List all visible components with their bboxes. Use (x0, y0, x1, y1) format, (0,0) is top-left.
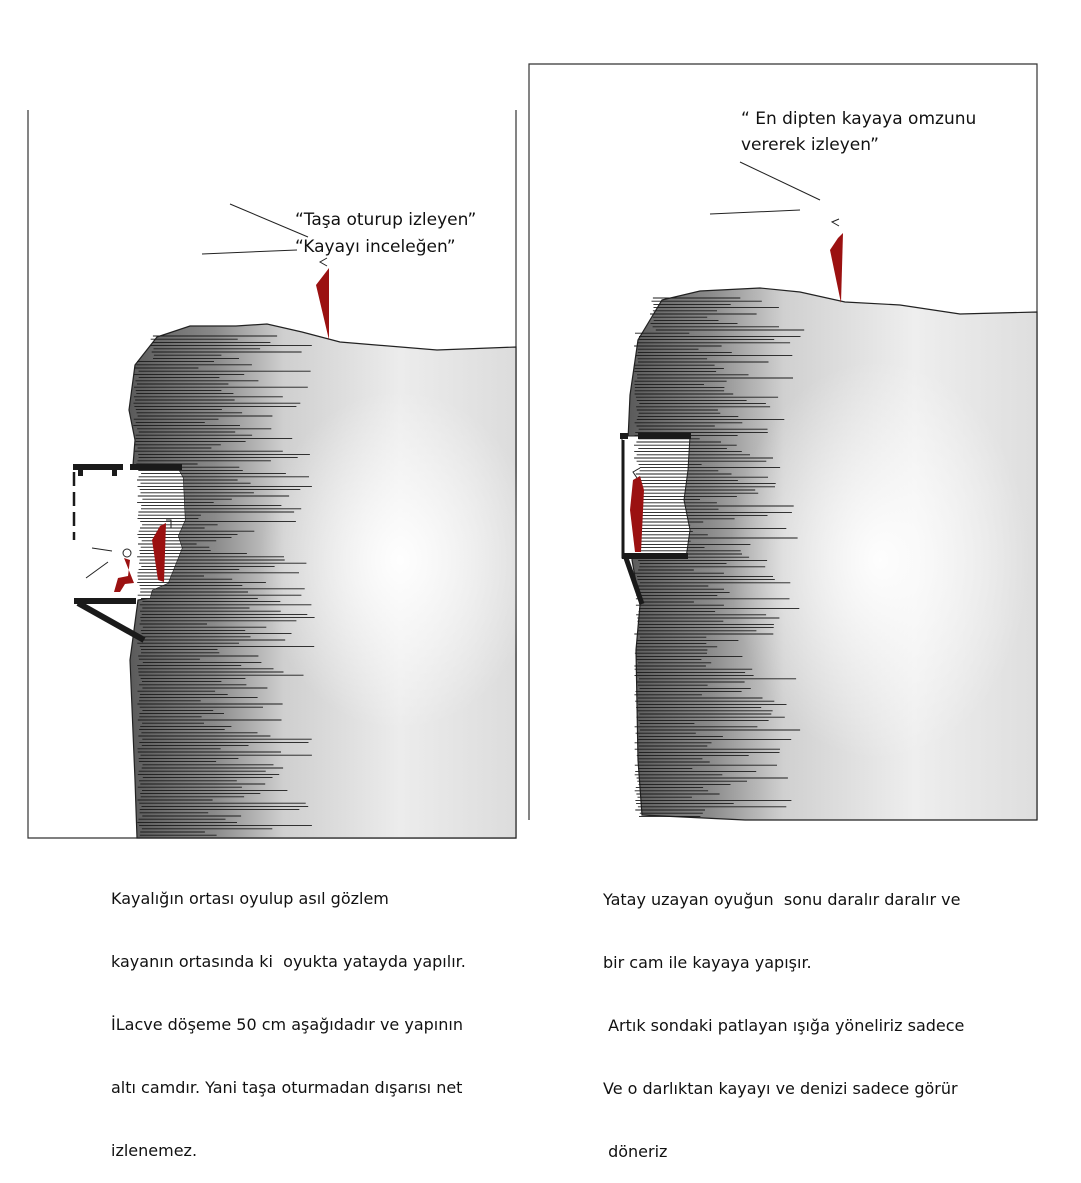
right-caption-line: döneriz (603, 1142, 668, 1161)
quote-leaning-line-1: “ En dipten kayaya omzunu (741, 109, 977, 129)
left-caption-line: kayanın ortasında ki oyukta yatayda yapılır. (111, 952, 466, 971)
top-figure-right (830, 219, 843, 303)
right-caption-line: Ve o darlıktan kayayı ve denizi sadece görür (603, 1079, 958, 1098)
right-caption-line: Artık sondaki patlayan ışığa yöneliriz sadece (603, 1016, 965, 1035)
quote-leaning-line-2: vererek izleyen” (741, 135, 879, 155)
left-light-burst (260, 390, 540, 730)
right-caption-line: Yatay uzayan oyuğun sonu daralır daralır ve (603, 890, 961, 909)
right-caption-line: bir cam ile kayaya yapışır. (603, 953, 812, 972)
right-caption (603, 847, 964, 1183)
quote-examining: “Kayayı inceleğen” (295, 237, 456, 257)
quote-sitting: “Taşa oturup izleyen” (295, 210, 477, 230)
top-figure-left (316, 258, 329, 340)
left-caption-line: izlenemez. (111, 1141, 198, 1160)
left-caption-line: Kayalığın ortası oyulup asıl gözlem (111, 889, 389, 908)
left-section (28, 110, 540, 838)
left-caption-line: altı camdır. Yani taşa oturmadan dışarısı net (111, 1078, 463, 1097)
left-caption (111, 846, 466, 1182)
left-caption-line: İLacve döşeme 50 cm aşağıdadır ve yapının (111, 1015, 463, 1034)
right-section (529, 64, 1037, 820)
